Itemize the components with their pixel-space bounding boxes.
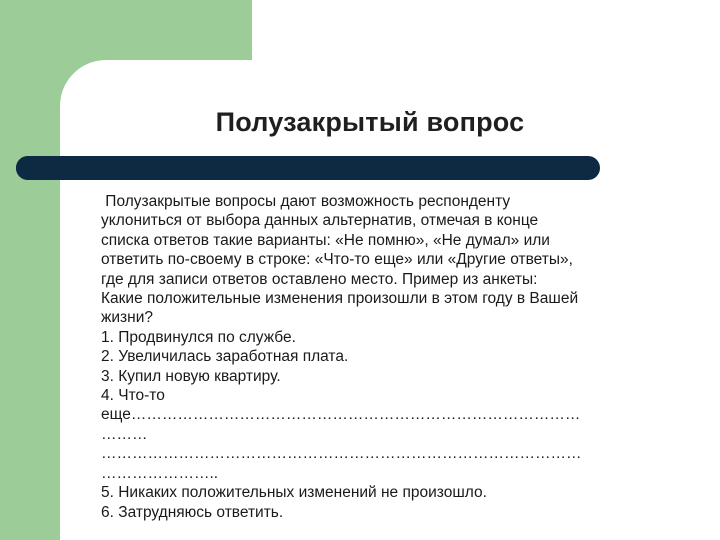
option-item-4: 4. Что-то [101, 387, 165, 405]
option-item-4-continued: еще…………………………………………………………………………… [101, 406, 581, 424]
body-line: ответить по-своему в строке: «Что-то еще» или «Другие ответы», [101, 251, 573, 269]
slide-title: Полузакрытый вопрос [215, 107, 525, 137]
option-item-2: 2. Увеличилась заработная плата. [101, 348, 349, 366]
body-line: Какие положительные изменения произошли в этом году в Вашей [101, 290, 579, 308]
answer-blank-line: ………………………………………………………………………………… [101, 445, 582, 463]
option-item-1: 1. Продвинулся по службе. [101, 328, 296, 346]
option-item-6: 6. Затрудняюсь ответить. [101, 503, 284, 521]
option-item-3: 3. Купил новую квартиру. [101, 367, 281, 385]
body-line: жизни? [101, 309, 153, 327]
slide-body [101, 192, 671, 522]
body-line: где для записи ответов оставлено место. Пример из анкеты: [101, 270, 538, 288]
answer-blank-line: ……… [101, 425, 148, 443]
body-line: списка ответов такие варианты: «Не помню», «Не думал» или [101, 231, 550, 249]
body-line: Полузакрытые вопросы дают возможность респонденту [101, 193, 511, 210]
option-item-5: 5. Никаких положительных изменений не произошло. [101, 484, 487, 502]
body-line: уклониться от выбора данных альтернатив, отмечая в конце [101, 212, 539, 230]
answer-blank-line: ………………….. [101, 464, 219, 482]
title-underline-bar [16, 156, 600, 180]
